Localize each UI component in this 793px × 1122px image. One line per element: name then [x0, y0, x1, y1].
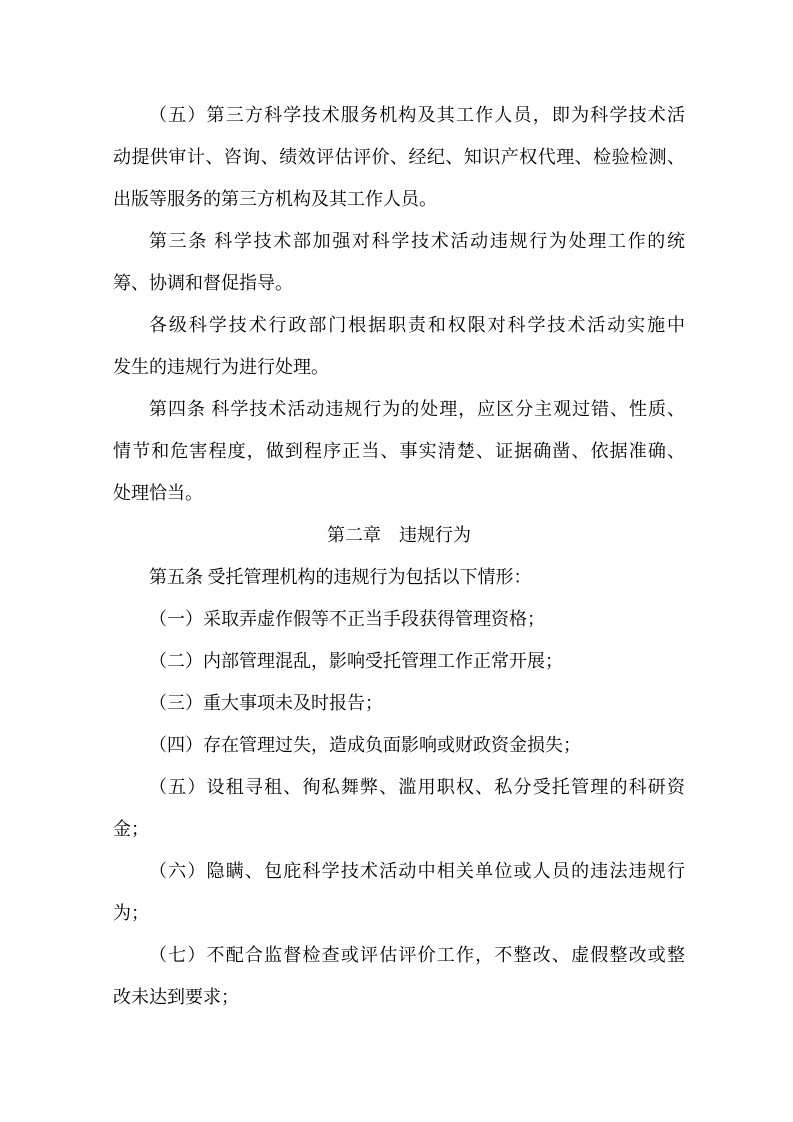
document-line: 发生的违规行为进行处理。	[113, 357, 329, 377]
document-line: （二）内部管理混乱，影响受托管理工作正常开展；	[149, 651, 563, 671]
document-line: 动提供审计、咨询、绩效评估评价、经纪、知识产权代理、检验检测、	[113, 147, 685, 167]
document-line: 第五条 受托管理机构的违规行为包括以下情形：	[149, 567, 532, 587]
document-text-block	[113, 94, 685, 1018]
document-line: （五）设租寻租、徇私舞弊、滥用职权、私分受托管理的科研资	[149, 777, 685, 797]
chapter-heading: 第二章 违规行为	[327, 525, 471, 545]
document-line: 金；	[113, 819, 149, 839]
document-line: 为；	[113, 903, 149, 923]
document-line: 处理恰当。	[113, 483, 203, 503]
document-line: 第四条 科学技术活动违规行为的处理，应区分主观过错、性质、	[149, 399, 685, 419]
document-line: 改未达到要求；	[113, 987, 239, 1007]
document-line: 筹、协调和督促指导。	[113, 273, 293, 293]
document-line: 情节和危害程度，做到程序正当、事实清楚、证据确凿、依据准确、	[113, 441, 685, 461]
document-line: （四）存在管理过失，造成负面影响或财政资金损失；	[149, 735, 581, 755]
document-line: 各级科学技术行政部门根据职责和权限对科学技术活动实施中	[149, 315, 685, 335]
document-line: 第三条 科学技术部加强对科学技术活动违规行为处理工作的统	[149, 231, 685, 251]
document-line: （五）第三方科学技术服务机构及其工作人员，即为科学技术活	[149, 105, 685, 125]
document-line: （一）采取弄虚作假等不正当手段获得管理资格；	[149, 609, 545, 629]
document-line: （三）重大事项未及时报告；	[149, 693, 383, 713]
document-line: 出版等服务的第三方机构及其工作人员。	[113, 189, 437, 209]
document-line: （六）隐瞒、包庇科学技术活动中相关单位或人员的违法违规行	[149, 861, 685, 881]
document-line: （七）不配合监督检查或评估评价工作，不整改、虚假整改或整	[149, 945, 685, 965]
